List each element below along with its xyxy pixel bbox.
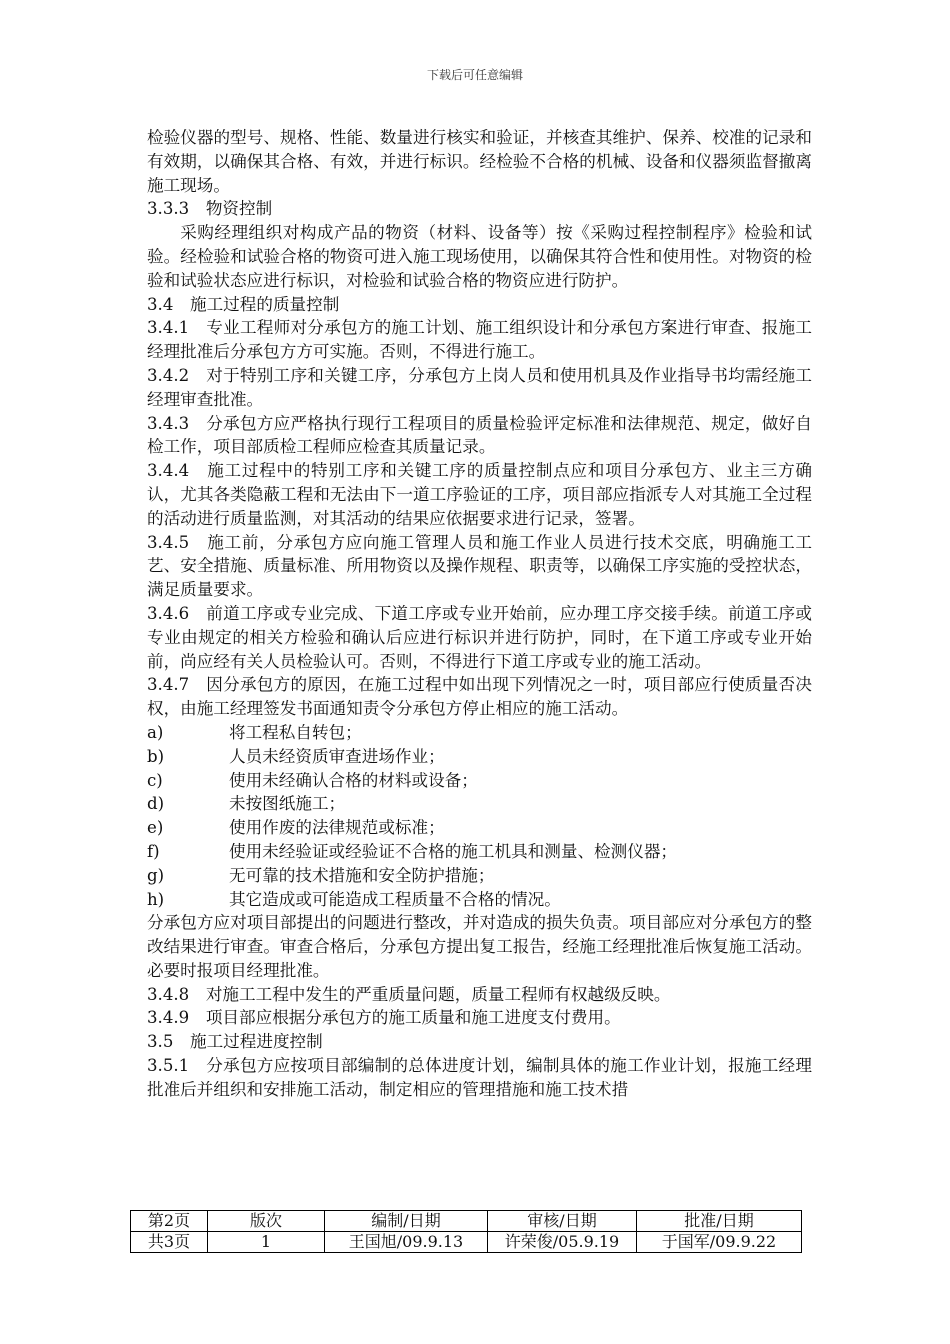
document-body bbox=[147, 126, 812, 1102]
approval-table bbox=[130, 1210, 802, 1253]
clause-3-4-6: 3.4.6 前道工序或专业完成、下道工序或专业开始前，应办理工序交接手续。前道工序或专业由规定的相关方检验和确认后应进行标识并进行防护，同时，在下道工序或专业开始前，尚应经有关人员检验认可。否则，不得进行下道工序或专业的施工活动。 bbox=[147, 603, 812, 671]
list-item bbox=[147, 721, 812, 745]
list-marker: c) bbox=[147, 770, 163, 790]
clause-3-4-3: 3.4.3 分承包方应严格执行现行工程项目的质量检验评定标准和法律规范、规定，做好自检工作，项目部质检工程师应检查其质量记录。 bbox=[147, 413, 812, 457]
table-cell: 版次 bbox=[208, 1211, 325, 1232]
list-marker: d) bbox=[147, 794, 165, 814]
list-item bbox=[147, 840, 812, 864]
clause-3-4-9: 3.4.9 项目部应根据分承包方的施工质量和施工进度支付费用。 bbox=[147, 1008, 621, 1028]
list-marker: h) bbox=[147, 889, 165, 909]
table-cell: 共3页 bbox=[131, 1232, 208, 1253]
clause-3-4-2: 3.4.2 对于特别工序和关键工序，分承包方上岗人员和使用机具及作业指导书均需经施工经理审查批准。 bbox=[147, 365, 812, 409]
table-cell: 批准/日期 bbox=[637, 1211, 802, 1232]
list-item bbox=[147, 769, 812, 793]
list-marker: b) bbox=[147, 746, 165, 766]
list-item bbox=[147, 792, 812, 816]
paragraph: 分承包方应对项目部提出的问题进行整改，并对造成的损失负责。项目部应对分承包方的整改结果进行审查。审查合格后，分承包方提出复工报告，经施工经理批准后恢复施工活动。必要时报项目经理批准。 bbox=[147, 913, 812, 980]
page-header: 下载后可任意编辑 bbox=[426, 68, 523, 82]
list-marker: e) bbox=[147, 818, 164, 838]
clause-3-4-8: 3.4.8 对施工工程中发生的严重质量问题，质量工程师有权越级反映。 bbox=[147, 984, 671, 1004]
table-row bbox=[131, 1211, 802, 1232]
list-item bbox=[147, 745, 812, 769]
table-cell: 于国军/09.9.22 bbox=[637, 1232, 802, 1253]
clause-3-4-4: 3.4.4 施工过程中的特别工序和关键工序的质量控制点应和项目分承包方、业主三方确认，尤其各类隐蔽工程和无法由下一道工序验证的工序，项目部应指派专人对其施工全过程的活动进行质量监测，对其活动的结果应依据要求进行记录，签署。 bbox=[147, 461, 812, 528]
section-heading: 3.5 施工过程进度控制 bbox=[147, 1032, 323, 1052]
list-text: 使用未经验证或经验证不合格的施工机具和测量、检测仪器； bbox=[229, 841, 678, 861]
list-text: 使用未经确认合格的材料或设备； bbox=[229, 770, 478, 790]
list-item bbox=[147, 888, 812, 912]
list-marker: f) bbox=[147, 841, 160, 861]
list-text: 将工程私自转包； bbox=[229, 722, 362, 742]
section-heading: 3.3.3 物资控制 bbox=[147, 199, 273, 219]
table-cell: 审核/日期 bbox=[488, 1211, 637, 1232]
clause-3-4-5: 3.4.5 施工前，分承包方应向施工管理人员和施工作业人员进行技术交底，明确施工工艺、安全措施、质量标准、所用物资以及操作规程、职责等，以确保工序实施的受控状态，满足质量要求。 bbox=[147, 532, 812, 600]
clause-3-4-1: 3.4.1 专业工程师对分承包方的施工计划、施工组织设计和分承包方案进行审查、报施工经理批准后分承包方方可实施。否则，不得进行施工。 bbox=[147, 318, 812, 362]
list-marker: g) bbox=[147, 865, 165, 885]
list-text: 人员未经资质审查进场作业； bbox=[229, 746, 445, 766]
list-marker: a) bbox=[147, 722, 164, 742]
table-cell: 许荣俊/05.9.19 bbox=[488, 1232, 637, 1253]
table-cell: 1 bbox=[208, 1232, 325, 1253]
table-cell: 第2页 bbox=[131, 1211, 208, 1232]
list-text: 使用作废的法律规范或标准； bbox=[229, 818, 445, 838]
section-heading: 3.4 施工过程的质量控制 bbox=[147, 294, 340, 314]
list-text: 无可靠的技术措施和安全防护措施； bbox=[229, 865, 495, 885]
paragraph: 检验仪器的型号、规格、性能、数量进行核实和验证，并核查其维护、保养、校准的记录和有效期，以确保其合格、有效，并进行标识。经检验不合格的机械、设备和仪器须监督撤离施工现场。 bbox=[147, 128, 812, 195]
table-cell: 王国旭/09.9.13 bbox=[325, 1232, 488, 1253]
table-cell: 编制/日期 bbox=[325, 1211, 488, 1232]
list-text: 其它造成或可能造成工程质量不合格的情况。 bbox=[229, 889, 561, 909]
clause-3-4-7: 3.4.7 因分承包方的原因，在施工过程中如出现下列情况之一时，项目部应行使质量否决权，由施工经理签发书面通知责令分承包方停止相应的施工活动。 bbox=[147, 675, 812, 719]
list-item bbox=[147, 864, 812, 888]
list-item bbox=[147, 816, 812, 840]
table-row bbox=[131, 1232, 802, 1253]
clause-3-5-1: 3.5.1 分承包方应按项目部编制的总体进度计划，编制具体的施工作业计划，报施工经理批准后并组织和安排施工活动，制定相应的管理措施和施工技术措 bbox=[147, 1056, 812, 1099]
list-text: 未按图纸施工； bbox=[229, 794, 346, 814]
paragraph: 采购经理组织对构成产品的物资（材料、设备等）按《采购过程控制程序》检验和试验。经检验和试验合格的物资可进入施工现场使用，以确保其符合性和使用性。对物资的检验和试验状态应进行标识，对检验和试验合格的物资应进行防护。 bbox=[147, 223, 812, 290]
